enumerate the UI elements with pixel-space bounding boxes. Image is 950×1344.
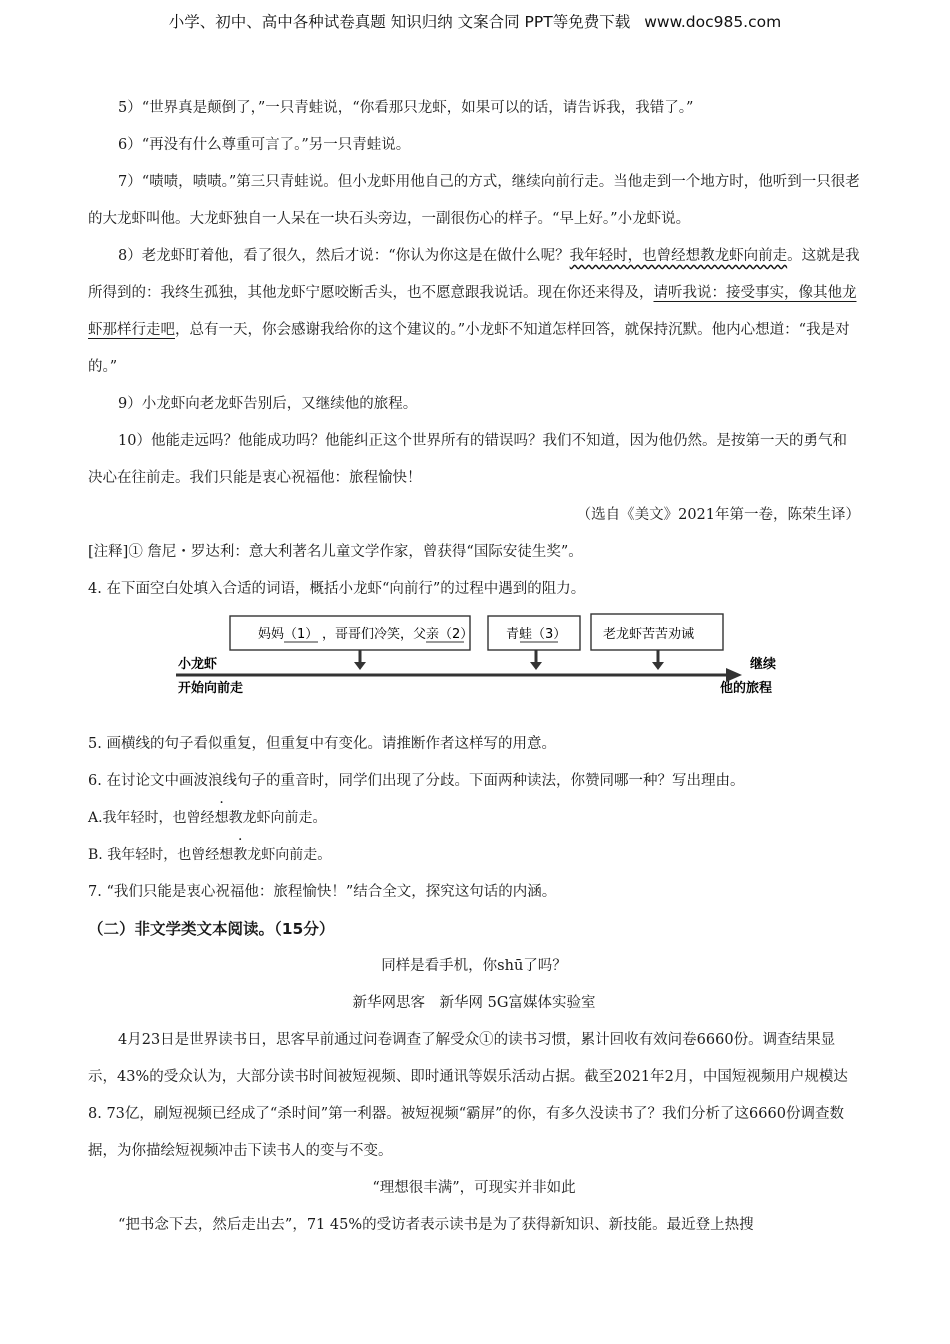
down-arrow-icon bbox=[354, 650, 366, 670]
start-label-1: 小龙虾 bbox=[178, 657, 218, 672]
question-6-option-a bbox=[88, 800, 860, 837]
box-frogs-text: 青蛙（3） bbox=[506, 627, 567, 642]
p8-text-c: ，总有一天，你会感谢我给你的这个建议的。”小龙虾不知道怎样回答，就保持沉默。他内心想道：“我是对的。” bbox=[88, 322, 850, 375]
question-5: 5. 画横线的句子看似重复，但重复中有变化。请推断作者这样写的用意。 bbox=[88, 736, 556, 752]
underlined-sentence: 请听我说：接受事实，像其他龙虾那样行走吧 bbox=[88, 285, 857, 338]
option-b-text-2: 龙虾向前走。 bbox=[247, 847, 332, 863]
article-paragraph-1: 4月23日是世界读书日，思客早前通过问卷调查了解受众①的读书习惯，累计回收有效问卷6660份。调查结果显示，43%的受众认为，大部分读书时间被短视频、即时通讯等娱乐活动占据。截至2021年2月，中国短视频用户规模达8. 73亿，刷短视频已经成了“杀时间”第一利器。被短视频“霸屏”的你，有多久没读书了？我们分析了这6660份调查数据，为你描绘短视频冲击下读书人的变与不变。 bbox=[88, 1032, 848, 1159]
passage-paragraph-10: 10）他能走远吗？他能成功吗？他能纠正这个世界所有的错误吗？我们不知道，因为他仍然。是按第一天的勇气和决心在往前走。我们只能是衷心祝福他：旅程愉快！ bbox=[88, 433, 847, 486]
passage-note: [注释]① 詹尼・罗达利：意大利著名儿童文学作家，曾获得“国际安徒生奖”。 bbox=[88, 544, 583, 560]
end-label-2: 他的旅程 bbox=[720, 681, 773, 696]
passage-paragraph-9: 9）小龙虾向老龙虾告别后，又继续他的旅程。 bbox=[118, 396, 418, 412]
wavy-underlined-sentence: 我年轻时，也曾经想教龙虾向前走 bbox=[569, 248, 788, 264]
option-a-text-1: A.我年轻时，也曾经 bbox=[88, 810, 215, 826]
document-body bbox=[88, 90, 860, 1244]
passage-paragraph-7: 7）“啧啧，啧啧。”第三只青蛙说。但小龙虾用他自己的方式，继续向前行走。当他走到一个地方时，他听到一只很老的大龙虾叫他。大龙虾独自一人呆在一块石头旁边，一副很伤心的样子。“早上好。”小龙虾说。 bbox=[88, 174, 860, 227]
section-2-heading: （二）非文学类文本阅读。（15分） bbox=[88, 920, 335, 938]
diagram-svg bbox=[88, 608, 860, 726]
timeline-arrow-icon bbox=[176, 668, 742, 682]
passage-paragraph-8 bbox=[88, 238, 860, 386]
article-byline: 新华网思客 新华网 5G富媒体实验室 bbox=[352, 995, 596, 1011]
article-title: 同样是看手机，你shū了吗？ bbox=[381, 958, 567, 974]
question-6: 6. 在讨论文中画波浪线句子的重音时，同学们出现了分歧。下面两种读法，你赞同哪一种？写出理由。 bbox=[88, 773, 745, 789]
article-subheading: “理想很丰满”，可现实并非如此 bbox=[372, 1180, 576, 1196]
box-family-text-2: ，哥哥们冷笑，父亲（2） bbox=[322, 627, 474, 642]
passage-paragraph-6: 6）“再没有什么尊重可言了。”另一只青蛙说。 bbox=[118, 137, 411, 153]
p8-text-b: 。这就是我所得到的：我终生孤独，其他龙虾宁愿咬断舌头，也不愿意跟我说话。现在你还来得及， bbox=[88, 248, 860, 301]
start-label-2: 开始向前走 bbox=[178, 681, 244, 696]
header-url[interactable]: www.doc985.com bbox=[644, 13, 782, 31]
question-6-option-b bbox=[88, 837, 860, 874]
box-family-text-1: 妈妈（1） bbox=[258, 627, 319, 642]
passage-paragraph-5: 5）“世界真是颠倒了，”一只青蛙说，“你看那只龙虾，如果可以的话，请告诉我，我错了。” bbox=[118, 100, 694, 116]
question-4: 4. 在下面空白处填入合适的词语，概括小龙虾“向前行”的过程中遇到的阻力。 bbox=[88, 581, 586, 597]
box-old-lobster-text: 老龙虾苦苦劝诫 bbox=[603, 627, 695, 642]
option-a-text-2: 教龙虾向前走。 bbox=[228, 810, 327, 826]
option-b-text-1: B. 我年轻时，也曾经想 bbox=[88, 847, 234, 863]
article-paragraph-2: “把书念下去，然后走出去”，71 45%的受访者表示读书是为了获得新知识、新技能。最近登上热搜 bbox=[118, 1217, 754, 1233]
resistance-diagram bbox=[88, 608, 860, 726]
passage-source: （选自《美文》2021年第一卷，陈荣生译） bbox=[576, 507, 860, 523]
option-b-emphasis: 教 bbox=[233, 847, 248, 863]
down-arrow-icon bbox=[652, 650, 664, 670]
option-a-emphasis: 想 bbox=[214, 810, 229, 826]
page-header bbox=[0, 10, 950, 32]
question-7: 7. “我们只能是衷心祝福他：旅程愉快！”结合全文，探究这句话的内涵。 bbox=[88, 884, 557, 900]
header-title: 小学、初中、高中各种试卷真题 知识归纳 文案合同 PPT等免费下载 bbox=[168, 13, 631, 31]
p8-text-a: 8）老龙虾盯着他，看了很久，然后才说：“你认为你这是在做什么呢？ bbox=[118, 248, 570, 264]
end-label-1: 继续 bbox=[750, 657, 777, 672]
down-arrow-icon bbox=[530, 650, 542, 670]
